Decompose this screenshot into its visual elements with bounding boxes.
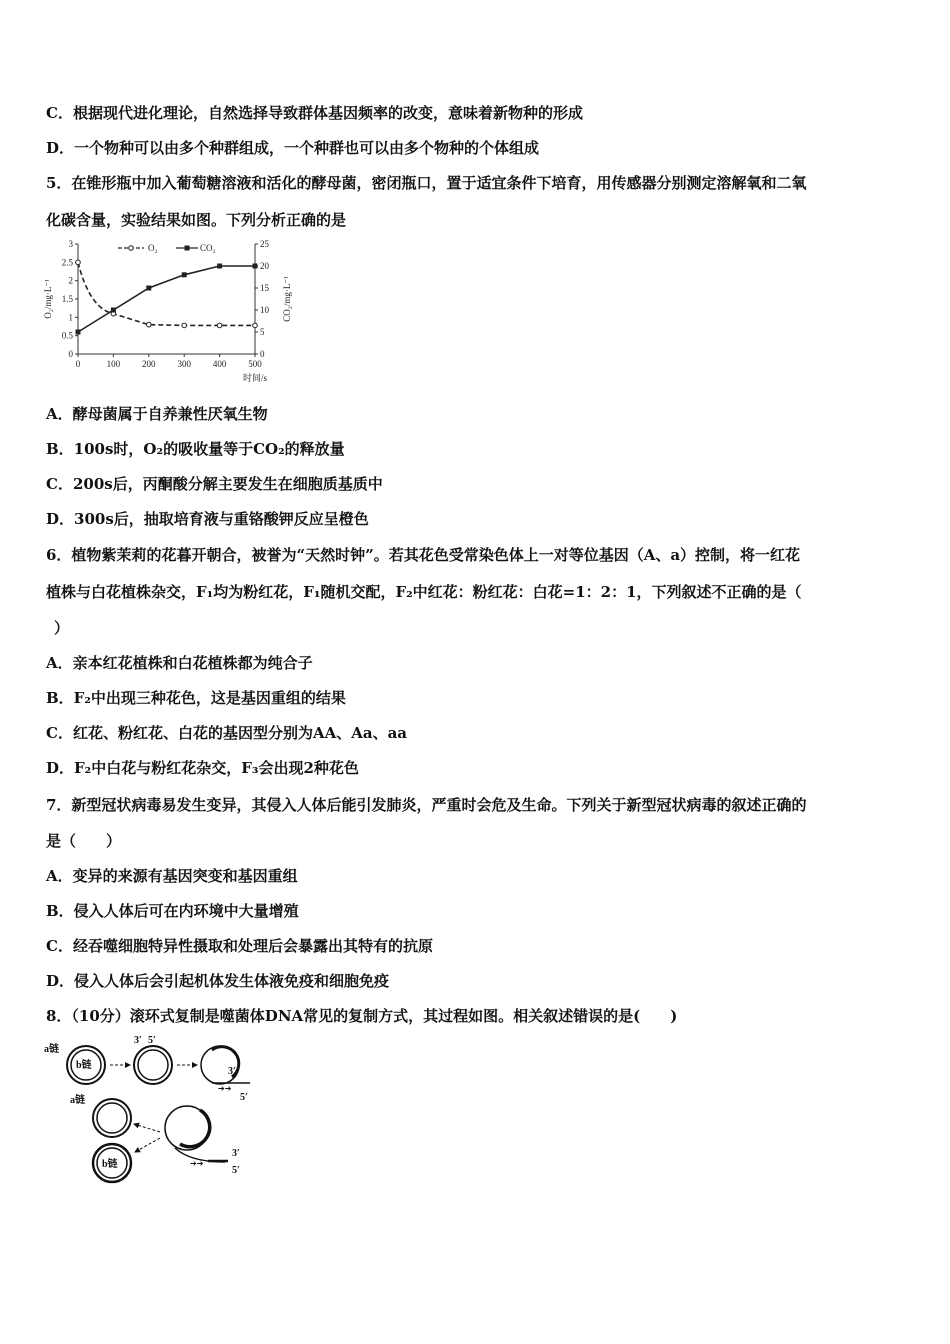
q4-option-c: C．根据现代进化理论，自然选择导致群体基因频率的改变，意味着新物种的形成 xyxy=(46,104,583,122)
x-tick-label: 300 xyxy=(177,359,191,369)
y-right-tick-label: 20 xyxy=(260,261,269,271)
q7-stem-line-2: 是（ ） xyxy=(46,832,122,850)
prime5-label-2: 5′ xyxy=(240,1092,248,1103)
y-left-tick-label: 0.5 xyxy=(61,330,73,341)
y-right-tick-label: 10 xyxy=(260,305,269,315)
prime3-label-1: 3′ xyxy=(134,1035,142,1046)
x-tick-label: 500 xyxy=(248,359,262,369)
q7-option-a: A．变异的来源有基因突变和基因重组 xyxy=(46,867,298,885)
y-left-tick-label: 2.5 xyxy=(61,257,73,268)
co2-data-point xyxy=(182,272,187,277)
co2-data-point xyxy=(76,330,81,335)
y-left-tick-label: 1 xyxy=(68,312,73,323)
dna-circle-4-outer xyxy=(93,1099,131,1137)
y-right-tick-label: 25 xyxy=(260,239,269,249)
q7-option-b: B．侵入人体后可在内环境中大量增殖 xyxy=(46,902,299,920)
q5-stem-line-1: 5．在锥形瓶中加入葡萄糖溶液和活化的酵母菌，密闭瓶口，置于适宜条件下培育，用传感器分别测定溶解氧和二氧 xyxy=(46,174,807,192)
q6-option-a: A．亲本红花植株和白花植株都为纯合子 xyxy=(46,654,313,672)
o2-co2-line-chart xyxy=(40,236,300,386)
q7-option-d: D．侵入人体后会引起机体发生体液免疫和细胞免疫 xyxy=(46,972,390,990)
b-chain-label-2: b链 xyxy=(102,1159,118,1170)
y-axis-left-label: O₂/mg·L⁻¹ xyxy=(43,279,53,319)
y-left-tick-label: 1.5 xyxy=(61,294,73,304)
q6-option-d: D．F₂中白花与粉红花杂交，F₃会出现2种花色 xyxy=(46,759,359,777)
legend-co2-marker xyxy=(185,246,190,251)
q5-stem-line-2: 化碳含量，实验结果如图。下列分析正确的是 xyxy=(46,211,347,229)
arrow-4 xyxy=(135,1138,160,1152)
q5-option-d: D．300s后，抽取培育液与重铬酸钾反应呈橙色 xyxy=(46,510,369,528)
co2-data-point xyxy=(217,264,222,269)
q7-stem-line-1: 7．新型冠状病毒易发生变异，其侵入人体后能引发肺炎，严重时会危及生命。下列关于新型冠状病毒的叙述正确的 xyxy=(46,796,807,814)
o2-data-point xyxy=(76,260,81,265)
q5-option-a: A．酵母菌属于自养兼性厌氧生物 xyxy=(46,405,268,423)
q6-stem-line-3: ） xyxy=(54,619,70,637)
dna-circle-5-new-strand xyxy=(180,1110,210,1147)
q5-option-b: B．100s时，O₂的吸收量等于CO₂的释放量 xyxy=(46,440,345,458)
co2-data-point xyxy=(253,264,258,269)
x-axis-label: 时间/s xyxy=(242,373,268,383)
legend-o2-marker xyxy=(129,246,134,251)
rolling-circle-replication-diagram xyxy=(40,1030,270,1190)
x-tick-label: 200 xyxy=(142,359,156,369)
prime3-label-2: 3′ xyxy=(228,1066,236,1077)
q7-option-c: C．经吞噬细胞特异性摄取和处理后会暴露出其特有的抗原 xyxy=(46,937,433,955)
x-tick-label: 100 xyxy=(106,359,121,369)
q8-stem: 8．（10分）滚环式复制是噬菌体DNA常见的复制方式，其过程如图。相关叙述错误的是( ) xyxy=(46,1007,678,1025)
o2-data-point xyxy=(253,323,258,328)
y-left-tick-label: 3 xyxy=(68,239,73,249)
a-chain-label-2: a链 xyxy=(70,1095,85,1106)
prime5-label-1: 5′ xyxy=(148,1035,156,1046)
dna-circle-2-outer xyxy=(134,1046,172,1084)
arrow-3 xyxy=(134,1124,160,1132)
q6-stem-line-2: 植株与白花植株杂交，F₁均为粉红花，F₁随机交配，F₂中红花：粉红花：白花=1：2：1，下列叙述不正确的是（ xyxy=(46,583,802,601)
prime5-label-3: 5′ xyxy=(232,1165,240,1176)
y-axis-right-label: CO₂/mg·L⁻¹ xyxy=(282,276,292,322)
q6-option-c: C．红花、粉红花、白花的基因型分别为AA、Aa、aa xyxy=(46,724,408,742)
legend-co2-label: CO₂ xyxy=(200,243,216,253)
prime3-label-3: 3′ xyxy=(232,1148,240,1159)
o2-data-point xyxy=(217,323,222,328)
q4-option-d: D．一个物种可以由多个种群组成，一个种群也可以由多个物种的个体组成 xyxy=(46,139,540,157)
co2-data-point xyxy=(146,286,151,291)
x-tick-label: 400 xyxy=(212,359,227,369)
co2-series-line xyxy=(78,266,255,332)
y-right-tick-label: 0 xyxy=(260,349,265,359)
fragment-arrows-2: ➔➔ xyxy=(190,1159,204,1168)
y-right-tick-label: 5 xyxy=(260,327,265,337)
co2-data-point xyxy=(111,308,116,313)
dna-circle-4-inner xyxy=(97,1103,127,1133)
q6-stem-line-1: 6．植物紫茉莉的花暮开朝合，被誉为“天然时钟”。若其花色受常染色体上一对等位基因（A、a）控制，将一红花 xyxy=(46,546,801,564)
fragment-arrows-1: ➔➔ xyxy=(218,1084,232,1093)
q6-option-b: B．F₂中出现三种花色，这是基因重组的结果 xyxy=(46,689,346,707)
dna-circle-2-inner xyxy=(138,1050,168,1080)
o2-data-point xyxy=(182,323,187,328)
y-left-tick-label: 0 xyxy=(68,349,73,359)
b-chain-label-1: b链 xyxy=(76,1060,92,1071)
o2-data-point xyxy=(147,322,152,327)
x-tick-label: 0 xyxy=(75,359,81,369)
y-left-tick-label: 2 xyxy=(68,275,73,286)
legend-o2-label: O₂ xyxy=(148,243,158,253)
a-chain-label-1: a链 xyxy=(44,1044,59,1055)
q5-option-c: C．200s后，丙酮酸分解主要发生在细胞质基质中 xyxy=(46,475,383,493)
y-right-tick-label: 15 xyxy=(260,283,269,293)
